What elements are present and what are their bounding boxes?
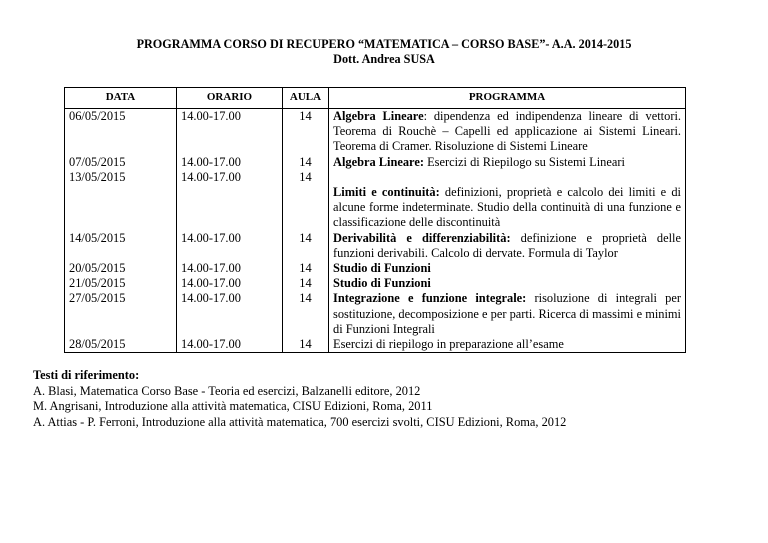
date-cell-value: 20/05/2015 [69,261,126,276]
date-cell-value: 21/05/2015 [69,276,126,291]
column-header-programma: PROGRAMMA [329,88,686,109]
room-cell [283,337,329,353]
column-header-orario: ORARIO [177,88,283,109]
time-cell [177,185,283,231]
date-cell-value: 27/05/2015 [69,291,126,306]
topic-description: Esercizi di riepilogo in preparazione all’esame [333,337,564,352]
time-cell [177,109,283,155]
table-row [65,155,686,185]
room-cell [283,155,329,185]
date-cell-value: 07/05/2015 [69,154,126,169]
time-cell [177,155,283,185]
topic-cell [329,185,686,231]
date-cell [65,185,177,231]
topic-cell [329,337,686,353]
table-row [65,231,686,261]
room-cell-value: 14 [299,261,312,276]
date-cell-value: 13/05/2015 [69,169,126,184]
room-cell [283,185,329,231]
time-cell [177,231,283,261]
topic-title: Integrazione e funzione integrale: [333,291,527,306]
topic-cell [329,261,686,276]
table-header-row [65,88,686,109]
table-row [65,337,686,353]
time-cell-value: 14.00-17.00 [181,261,241,276]
time-cell [177,291,283,337]
time-cell-value: 14.00-17.00 [181,291,241,306]
topic-description: risoluzione di integrali per sostituzione, decomposizione e per parti. Ricerca di massimi e minimi di Funzioni Integrali [333,291,681,336]
topic-title: Algebra Lineare: [333,154,424,169]
topic-title: Derivabilità e differenziabilità: [333,230,511,245]
topic-title: Studio di Funzioni [333,261,431,276]
room-cell [283,109,329,155]
room-cell-value: 14 [299,230,312,245]
table-row [65,109,686,155]
reference-item: A. Blasi, Matematica Corso Base - Teoria ed esercizi, Balzanelli editore, 2012 [33,383,421,398]
room-cell [283,291,329,337]
date-cell-value: 28/05/2015 [69,337,126,352]
room-cell [283,261,329,276]
topic-description: Esercizi di Riepilogo su Sistemi Lineari [423,154,625,169]
time-cell-value: 14.00-17.00 [181,337,241,352]
column-header-data: DATA [65,88,177,109]
topic-title: Studio di Funzioni [333,276,431,291]
title-line-1: PROGRAMMA CORSO DI RECUPERO “MATEMATICA – CORSO BASE”- A.A. 2014-2015 [136,37,632,51]
topic-description: : dipendenza ed indipendenza lineare di vettori. Teorema di Rouchè – Capelli ed applicazione ai Sistemi Lineari. Teorema di Cramer. Risoluzione di Sistemi Lineare [333,109,681,154]
topic-description: definizioni, proprietà e calcolo dei limiti e di alcune forme indeterminate. Studio della continuità di una funzione e classificazione delle discontinuità [333,185,681,230]
date-cell-value: 14/05/2015 [69,230,126,245]
topic-cell [329,276,686,291]
time-cell-value: 14.00-17.00 [181,109,241,123]
table-row [65,276,686,291]
reference-item: A. Attias - P. Ferroni, Introduzione alla attività matematica, 700 esercizi svolti, CISU Edizioni, Roma, 2012 [33,414,567,429]
time-cell [177,276,283,291]
time-cell-value: 14.00-17.00 [181,169,241,184]
topic-cell [329,109,686,155]
table-row [65,261,686,276]
date-cell [65,261,177,276]
room-cell-value: 14 [299,154,312,169]
room-cell [283,231,329,261]
room-cell-value: 14 [299,169,312,184]
date-cell [65,337,177,353]
date-cell [65,291,177,337]
time-cell-value: 14.00-17.00 [181,276,241,291]
room-cell-value: 14 [299,276,312,291]
topic-title: Algebra Lineare [333,109,424,123]
topic-cell [329,291,686,337]
date-cell [65,155,177,185]
title-line-2: Dott. Andrea SUSA [333,52,435,66]
time-cell-value: 14.00-17.00 [181,230,241,245]
room-cell-value: 14 [299,337,312,352]
date-cell [65,231,177,261]
references-section [33,368,566,430]
reference-item: M. Angrisani, Introduzione alla attività matematica, CISU Edizioni, Roma, 2011 [33,399,433,413]
time-cell [177,337,283,353]
date-cell [65,109,177,155]
table-row [65,291,686,337]
document-title [0,37,768,67]
references-heading: Testi di riferimento: [33,368,140,382]
date-cell-value: 06/05/2015 [69,109,126,123]
room-cell [283,276,329,291]
topic-title: Limiti e continuità: [333,185,440,200]
room-cell-value: 14 [299,291,312,306]
date-cell [65,276,177,291]
topic-cell [329,155,686,185]
topic-cell [329,231,686,261]
column-header-aula: AULA [283,88,329,109]
time-cell-value: 14.00-17.00 [181,154,241,169]
time-cell [177,261,283,276]
table-row [65,185,686,231]
schedule-table [64,87,686,353]
topic-description: definizione e proprietà delle funzioni derivabili. Calcolo di dervate. Formula di Taylor [333,230,681,260]
room-cell-value: 14 [299,109,312,123]
